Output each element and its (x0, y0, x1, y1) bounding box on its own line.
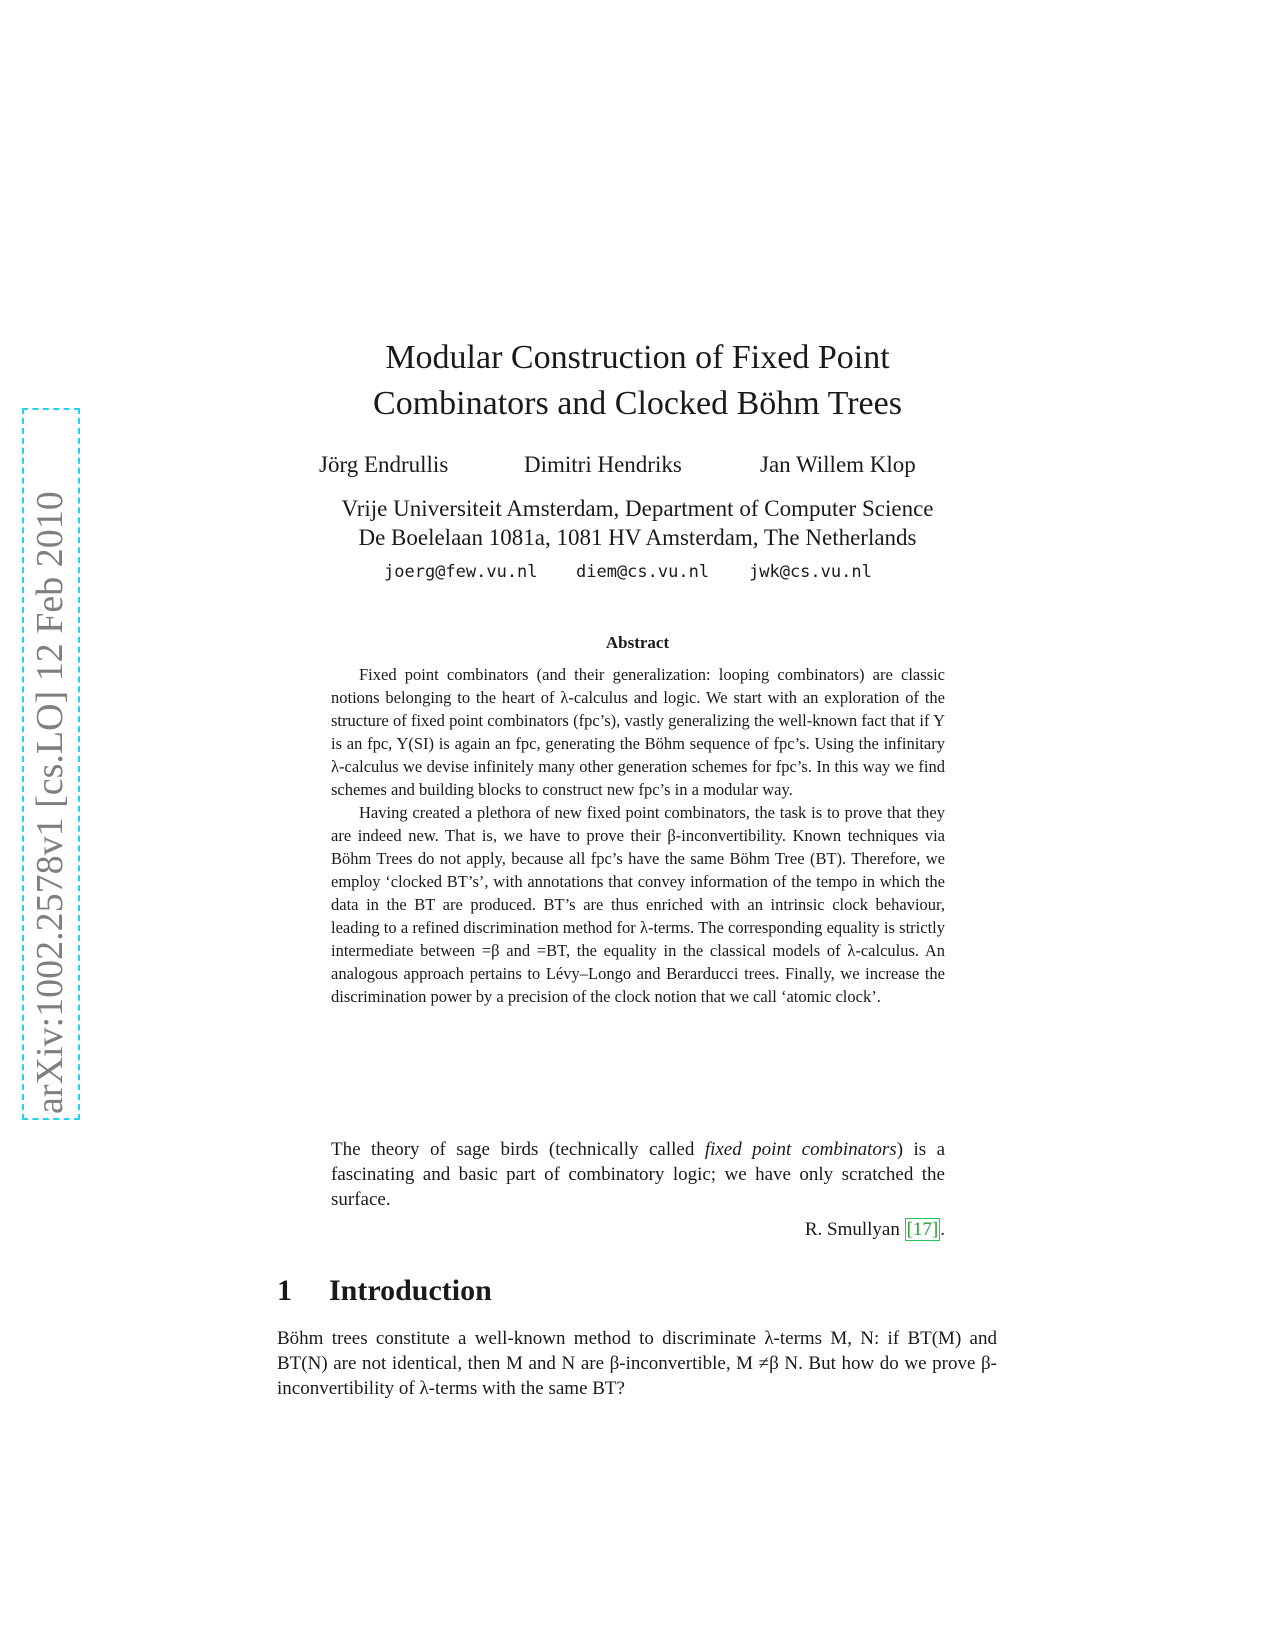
email-address: jwk@cs.vu.nl (749, 562, 872, 582)
affiliation (0, 494, 1275, 552)
quote-text: The theory of sage birds (technically called (331, 1139, 705, 1160)
abstract-body (331, 663, 945, 1008)
quote-text: ) is a fascinating and basic part of combinatory logic; we have only scratched the surface. (331, 1139, 946, 1210)
abstract-paragraph: Fixed point combinators (and their generalization: looping combinators) are classic notions belonging to the heart of λ-calculus and logic. We start with an exploration of the structure of fixed point combinators (fpc’s), vastly generalizing the well-known fact that if Y is an fpc, Y(SI) is again an fpc, generating the Böhm sequence of fpc’s. Using the infinitary λ-calculus we devise infinitely many other generation schemes for fpc’s. In this way we find schemes and building blocks to construct new fpc’s in a modular way. (331, 665, 945, 799)
section-number: 1 (277, 1274, 292, 1307)
citation-link[interactable]: [17] (906, 1219, 939, 1240)
abstract-heading: Abstract (605, 633, 670, 652)
quote-emphasis: fixed point combinators (704, 1139, 897, 1160)
section-heading (277, 1274, 492, 1308)
attribution-end: . (940, 1219, 945, 1240)
paper-title (0, 335, 1275, 427)
affiliation-line-1: Vrije Universiteit Amsterdam, Department of Computer Science (341, 496, 934, 521)
section-title: Introduction (329, 1274, 492, 1307)
author-name: Jörg Endrullis (319, 452, 449, 477)
author-name: Jan Willem Klop (760, 452, 916, 477)
email-address: joerg@few.vu.nl (384, 562, 538, 582)
title-line-1: Modular Construction of Fixed Point (385, 339, 890, 376)
title-line-2: Combinators and Clocked Böhm Trees (373, 385, 902, 422)
attribution-author: R. Smullyan (804, 1219, 905, 1240)
epigraph-quote (331, 1137, 945, 1212)
quote-attribution (805, 1219, 945, 1241)
intro-paragraph: Böhm trees constitute a well-known method to discriminate λ-terms M, N: if BT(M) and BT(N) are not identical, then M and N are β-inconvertible, M ≠β N. But how do we prove β-inconvertibility of λ-terms with the same BT? (277, 1328, 997, 1399)
affiliation-line-2: De Boelelaan 1081a, 1081 HV Amsterdam, The Netherlands (358, 525, 917, 550)
arxiv-stamp: arXiv:1002.2578v1 [cs.LO] 12 Feb 2010 (29, 491, 71, 1114)
introduction-body (277, 1326, 997, 1401)
author-name: Dimitri Hendriks (524, 452, 682, 477)
abstract-paragraph: Having created a plethora of new fixed point combinators, the task is to prove that they are indeed new. That is, we have to prove their β-inconvertibility. Known techniques via Böhm Trees do not apply, because all fpc’s have the same Böhm Tree (BT). Therefore, we employ ‘clocked BT’s’, with annotations that convey information of the tempo in which the data in the BT are produced. BT’s are thus enriched with an intrinsic clock behaviour, leading to a refined discrimination method for λ-terms. The corresponding equality is strictly intermediate between =β and =BT, the equality in the classical models of λ-calculus. An analogous approach pertains to Lévy–Longo and Berarducci trees. Finally, we increase the discrimination power by a precision of the clock notion that we call ‘atomic clock’. (331, 803, 945, 1006)
email-address: diem@cs.vu.nl (576, 562, 710, 582)
